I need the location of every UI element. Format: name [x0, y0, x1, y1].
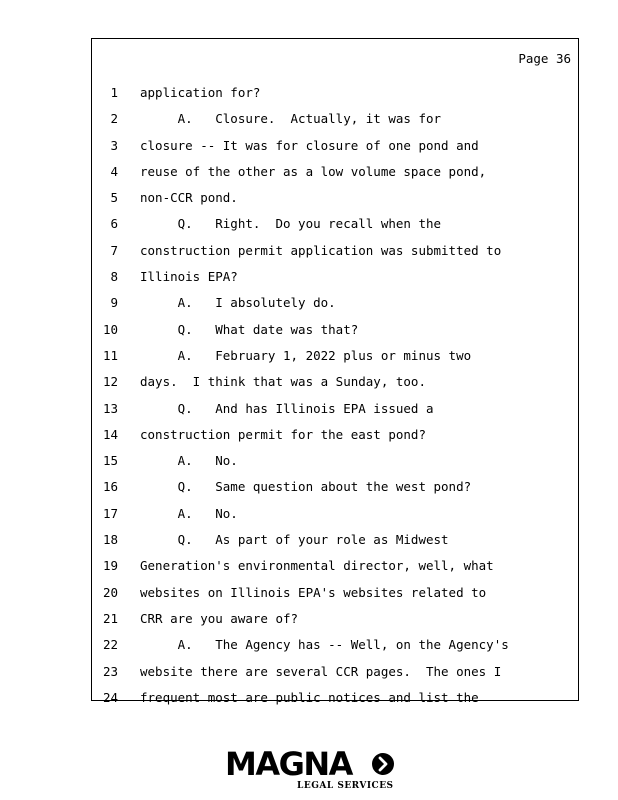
transcript-line — [92, 685, 578, 711]
magna-logo — [225, 745, 395, 792]
line-number: 8 — [110, 269, 118, 285]
line-text: non-CCR pond. — [140, 190, 238, 206]
line-number: 22 — [102, 637, 118, 653]
line-number: 18 — [102, 532, 118, 548]
line-number: 24 — [102, 689, 118, 705]
line-number: 19 — [102, 558, 118, 574]
transcript-line — [92, 527, 578, 553]
transcript-line — [92, 238, 578, 264]
transcript-line — [92, 422, 578, 448]
line-number: 14 — [102, 426, 118, 442]
line-number: 15 — [102, 453, 118, 469]
line-text: CRR are you aware of? — [140, 610, 299, 626]
transcript-line — [92, 659, 578, 685]
line-text: Q. Right. Do you recall when the — [140, 216, 442, 232]
line-number: 11 — [102, 347, 118, 363]
line-text: A. February 1, 2022 plus or minus two — [140, 347, 472, 363]
line-number: 16 — [102, 479, 118, 495]
transcript-line — [92, 106, 578, 132]
line-number: 1 — [110, 85, 118, 100]
chevron-right-circle-icon — [372, 753, 394, 775]
line-number: 5 — [110, 190, 118, 206]
line-number: 3 — [110, 137, 118, 153]
line-text: A. I absolutely do. — [140, 295, 336, 311]
line-number: 21 — [102, 610, 118, 626]
line-text: Q. Same question about the west pond? — [140, 479, 472, 495]
transcript-line — [92, 133, 578, 159]
line-number: 7 — [110, 242, 118, 258]
transcript-line — [92, 264, 578, 290]
transcript-line — [92, 580, 578, 606]
line-text: Q. And has Illinois EPA issued a — [140, 400, 434, 416]
line-number: 10 — [102, 321, 118, 337]
transcript-line — [92, 369, 578, 395]
logo-wordmark: MAGNA — [225, 745, 352, 783]
line-number: 4 — [110, 163, 118, 179]
line-text: website there are several CCR pages. The ones I — [140, 663, 502, 679]
page-number: Page 36 — [518, 51, 571, 66]
line-text: Q. As part of your role as Midwest — [140, 532, 449, 548]
line-text: Illinois EPA? — [140, 269, 238, 285]
transcript-lines — [92, 80, 578, 711]
line-number: 17 — [102, 505, 118, 521]
line-number: 13 — [102, 400, 118, 416]
line-text: closure -- It was for closure of one pond and — [140, 137, 479, 153]
transcript-line — [92, 448, 578, 474]
line-number: 12 — [102, 374, 118, 390]
transcript-line — [92, 185, 578, 211]
line-text: reuse of the other as a low volume space pond, — [140, 163, 487, 179]
line-text: A. Closure. Actually, it was for — [140, 111, 442, 127]
transcript-line — [92, 396, 578, 422]
line-number: 6 — [110, 216, 118, 232]
transcript-line — [92, 606, 578, 632]
line-text: A. The Agency has -- Well, on the Agency's — [140, 637, 509, 653]
transcript-line — [92, 317, 578, 343]
logo-subtext: LEGAL SERVICES — [297, 781, 394, 791]
line-text: websites on Illinois EPA's websites related to — [140, 584, 487, 600]
transcript-line — [92, 80, 578, 106]
line-number: 20 — [102, 584, 118, 600]
line-text: frequent most are public notices and list the — [140, 689, 479, 705]
transcript-line — [92, 553, 578, 579]
transcript-line — [92, 343, 578, 369]
line-text: Q. What date was that? — [140, 321, 359, 337]
transcript-page — [91, 38, 579, 705]
line-text: A. No. — [140, 505, 238, 521]
transcript-line — [92, 211, 578, 237]
transcript-line — [92, 632, 578, 658]
line-text: days. I think that was a Sunday, too. — [140, 374, 426, 390]
line-number: 23 — [102, 663, 118, 679]
transcript-line — [92, 159, 578, 185]
line-text: Generation's environmental director, well, what — [140, 558, 494, 574]
transcript-line — [92, 474, 578, 500]
line-text: construction permit for the east pond? — [140, 426, 426, 442]
line-text: application for? — [140, 85, 261, 100]
line-text: A. No. — [140, 453, 238, 469]
line-number: 2 — [110, 111, 118, 127]
transcript-line — [92, 290, 578, 316]
transcript-line — [92, 501, 578, 527]
line-number: 9 — [110, 295, 118, 311]
line-text: construction permit application was submitted to — [140, 242, 502, 258]
